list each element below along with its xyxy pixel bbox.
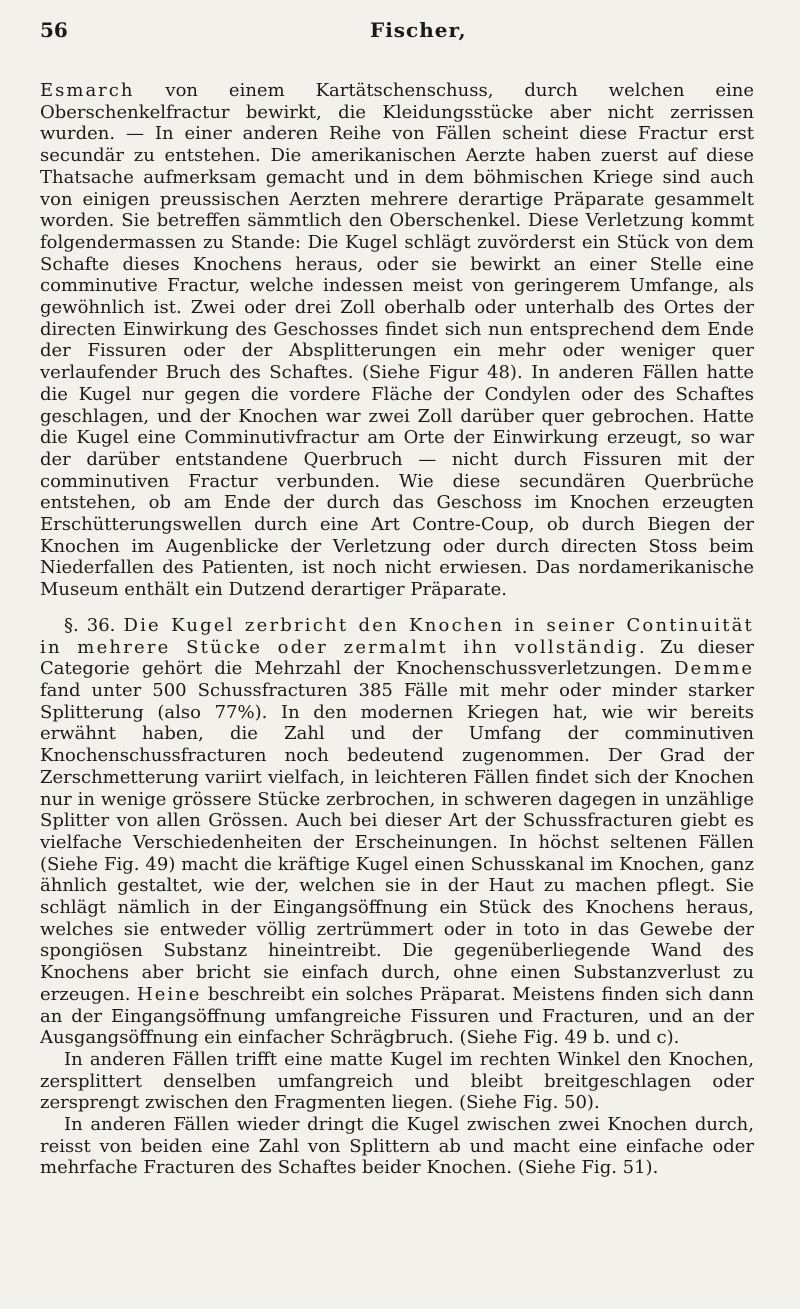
paragraph-3: In anderen Fällen trifft eine matte Kugel im rechten Winkel den Knochen, zersplittert denselben umfangreich und bleibt breitgeschlagen oder zersprengt zwischen den Fragmenten liegen. (Siehe Fig. 50). <box>40 1048 754 1114</box>
section-text-c: beschreibt ein solches Präparat. Meistens finden sich dann an der Eingangsöffnung umfangreiche Fissuren und Fracturen, und an der Ausgangsöffnung ein einfacher Schrägbruch. (Siehe Fig. 49 b. und c). <box>40 983 754 1049</box>
paragraph-4: In anderen Fällen wieder dringt die Kugel zwischen zwei Knochen durch, reisst von beiden eine Zahl von Splittern ab und macht eine einfache oder mehrfache Fracturen des Schaftes beider Knochen. (Siehe Fig. 51). <box>40 1114 754 1179</box>
author-name-heine: Heine <box>137 983 202 1005</box>
section-text-a: Zu dieser Categorie gehört die Mehrzahl der Knochenschussverletzungen. <box>40 636 754 680</box>
section-heading: Die Kugel zerbricht den Knochen in seiner Continuität in mehrere Stücke oder zermalmt ihn vollständig. <box>40 614 754 658</box>
author-name-demme: Demme <box>674 658 754 680</box>
running-head: Fischer, <box>370 18 467 42</box>
paragraph-1 <box>40 80 754 601</box>
page-header <box>40 18 754 54</box>
section-text-b: fand unter 500 Schussfracturen 385 Fälle mit mehr oder minder starker Splitterung (also 77%). In den modernen Kriegen hat, wie wir bereits erwähnt haben, die Zahl und der Umfang der comminutiven Knochenschussfracturen noch bedeutend zugenommen. Der Grad der Zerschmetterung variirt vielfach, in leichteren Fällen findet sich der Knochen nur in wenige grössere Stücke zerbrochen, in schweren dagegen in unzählige Splitter von allen Grössen. Auch bei dieser Art der Schussfracturen giebt es vielfache Verschiedenheiten der Erscheinungen. In höchst seltenen Fällen (Siehe Fig. 49) macht die kräftige Kugel einen Schusskanal im Knochen, ganz ähnlich gestaltet, wie der, welchen sie in der Haut zu machen pflegt. Sie schlägt nämlich in der Eingangsöffnung ein Stück des Knochens heraus, welches sie entweder völlig zertrümmert oder in toto in das Gewebe der spongiösen Substanz hineintreibt. Die gegenüberliegende Wand des Knochens aber bricht sie einfach durch, ohne einen Substanzverlust zu erzeugen. <box>40 679 754 1005</box>
paragraph-1-text: von einem Kartätschenschuss, durch welchen eine Oberschenkelfractur bewirkt, die Kleidungsstücke aber nicht zerrissen wurden. — In einer anderen Reihe von Fällen scheint diese Fractur erst secundär zu entstehen. Die amerikanischen Aerzte haben zuerst auf diese Thatsache aufmerksam gemacht und in dem böhmischen Kriege sind auch von einigen preussischen Aerzten mehrere derartige Präparate gesammelt worden. Sie betreffen sämmtlich den Oberschenkel. Diese Verletzung kommt folgendermassen zu Stande: Die Kugel schlägt zuvörderst ein Stück von dem Schafte dieses Knochens heraus, oder sie bewirkt an einer Stelle eine comminutive Fractur, welche indessen meist von geringerem Umfange, als gewöhnlich ist. Zwei oder drei Zoll oberhalb oder unterhalb des Ortes der directen Einwirkung des Geschosses findet sich nun entsprechend dem Ende der Fissuren oder der Absplitterungen ein mehr oder weniger quer verlaufender Bruch des Schaftes. (Siehe Figur 48). In anderen Fällen hatte die Kugel nur gegen die vordere Fläche der Condylen oder des Schaftes geschlagen, und der Knochen war zwei Zoll darüber quer gebrochen. Hatte die Kugel eine Comminutivfractur am Orte der Einwirkung erzeugt, so war der darüber entstandene Querbruch — nicht durch Fissuren mit der comminutiven Fractur verbunden. Wie diese secundären Querbrüche entstehen, ob am Ende der durch das Geschoss im Knochen erzeugten Erschütterungswellen durch eine Art Contre-Coup, ob durch Biegen der Knochen im Augenblicke der Verletzung oder durch directen Stoss beim Niederfallen des Patienten, ist noch nicht erwiesen. Das nordamerikanische Museum enthält ein Dutzend derartiger Präparate. <box>40 80 754 601</box>
author-name-esmarch: Esmarch <box>40 80 135 101</box>
page-number: 56 <box>40 18 68 42</box>
body-text <box>40 80 754 1179</box>
section-number: §. 36. <box>64 614 116 636</box>
section-36 <box>40 615 754 1049</box>
